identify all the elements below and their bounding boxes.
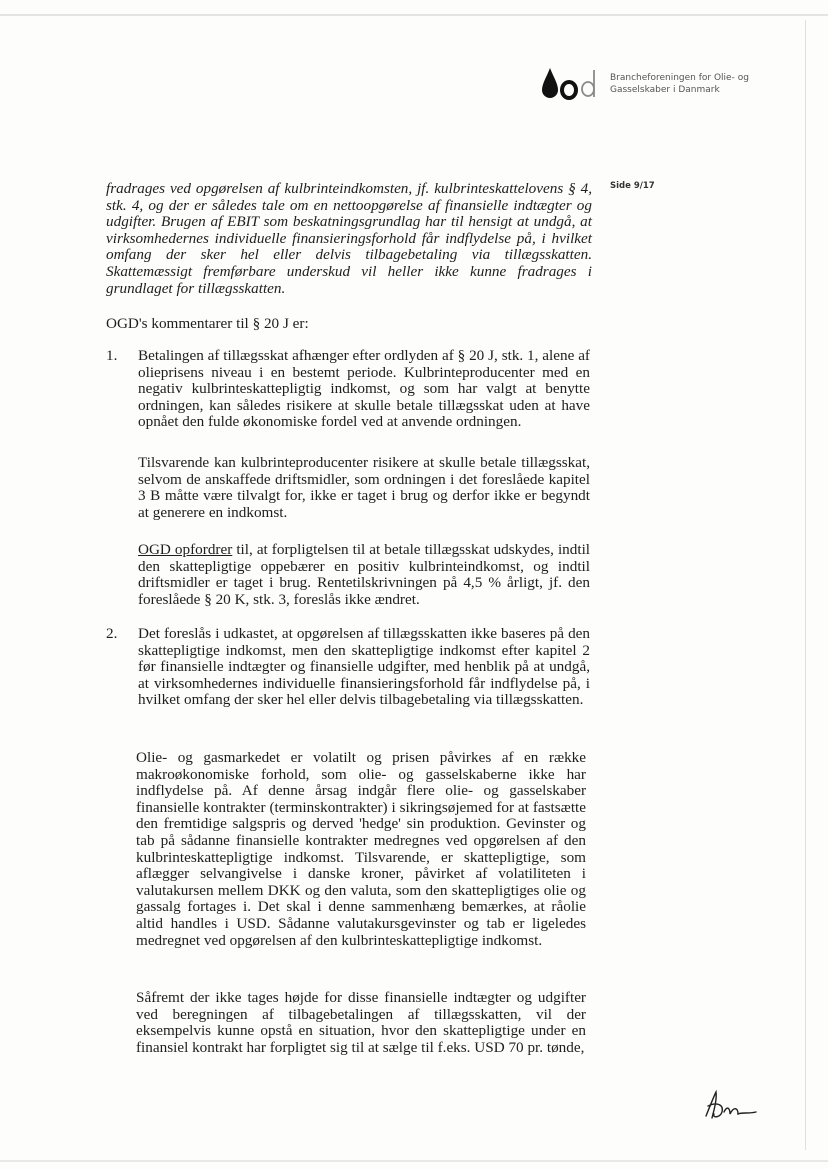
scan-edge-right xyxy=(805,20,806,1150)
item1-paragraph-2: Tilsvarende kan kulbrinteproducenter risikere at skulle betale tillægsskat, selvom de anskaffede driftsmidler, som ordningen i det foreslåede kapitel 3 B måtte være tilvalgt for, ikke er taget i brug og derfor ikke er begyndt at generere en indkomst. xyxy=(138,454,590,521)
ogd-opfordrer-lead: OGD opfordrer xyxy=(138,541,233,558)
section-heading: OGD's kommentarer til § 20 J er: xyxy=(106,315,309,332)
ogd-logo xyxy=(540,66,600,100)
scan-edge-bottom xyxy=(0,1160,828,1162)
list-item-text: Det foreslås i udkastet, at opgørelsen af tillægsskatten ikke baseres på den skattepligtige indkomst, men den skattepligtige indkomst efter kapitel 2 før finansielle indtægter og finansielle udgifter, med henblik på at undgå, at virksomhedernes individuelle finansieringsforhold får indflydelse på, i hvilket omfang der sker hel eller delvis tilbagebetaling via tillægsskatten. xyxy=(138,625,590,709)
item1-paragraph-3 xyxy=(138,542,590,608)
org-line-1: Brancheforeningen for Olie- og xyxy=(610,73,749,83)
item2-paragraph-2: Olie- og gasmarkedet er volatilt og prisen påvirkes af en række makroøkonomiske forhold, som olie- og gasselskaberne ikke har indflydelse på. Af denne årsag indgår flere olie- og gasselskaber finansielle kontrakter (terminskontrakter) i sikringsøjemed for at fastsætte den fremtidige salgspris og derved 'hedge' sin produktion. Gevinster og tab på sådanne finansielle kontrakter medregnes ved opgørelsen af den kulbrinteskattepligtige indkomst. Tilsvarende, er skattepligtige, som aflægger selvangivelse i danske kroner, påvirket af volatiliteten i valutakursen mellem DKK og den valuta, som den skattepligtiges olie og gassalg fortages i. Det skal i denne sammenhæng bemærkes, at råolie altid handles i USD. Sådanne valutakursgevinster og tab er ligeledes medregnet ved opgørelsen af den kulbrinteskattepligtige indkomst. xyxy=(136,749,586,949)
item1-paragraph-3-text: til, at forpligtelsen til at betale tillægsskat udskydes, indtil den skattepligtige oppebærer en positiv kulbrinteindkomst, og indtil driftsmidler er taget i brug. Rentetilskrivningen på 4,5 % årligt, jf. den foreslåede § 20 K, stk. 3, foreslås ikke ændret. xyxy=(138,541,591,608)
handwritten-initials xyxy=(700,1088,760,1122)
item2-paragraph-3: Såfremt der ikke tages højde for disse finansielle indtægter og udgifter ved beregningen af tilbagebetalingen af tillægsskatten, vil der eksempelvis kunne opstå en situation, hvor den skattepligtige under en finansiel kontrakt har forpligtet sig til at sælge til f.eks. USD 70 pr. tønde, xyxy=(136,989,586,1056)
list-item-text: Betalingen af tillægsskat afhænger efter ordlyden af § 20 J, stk. 1, alene af olieprisens niveau i en bestemt periode. Kulbrinteproducenter med en negativ kulbrinteskattepligtig indkomst, og som har valgt at benytte ordningen, kan således risikere at skulle betale tillægsskat uden at have opnået den fulde økonomiske fordel ved at anvende ordningen. xyxy=(138,347,590,431)
intro-paragraph: fradrages ved opgørelsen af kulbrinteindkomsten, jf. kulbrinteskattelovens § 4, stk. 4, og der er således tale om en nettoopgørelse af finansielle indtægter og udgifter. Brugen af EBIT som beskatningsgrundlag har til hensigt at undgå, at virksomhedernes individuelle finansieringsforhold får indflydelse på, i hvilket omfang der sker hel eller delvis tilbagebetaling via tillægsskatten. Skattemæssigt fremførbare underskud vil heller ikke kunne fradrages i grundlaget for tillægsskatten. xyxy=(106,180,592,297)
list-item-number: 1. xyxy=(106,347,118,364)
scan-edge-top xyxy=(0,14,828,16)
org-line-2: Gasselskaber i Danmark xyxy=(610,85,720,95)
page-number: Side 9/17 xyxy=(610,181,655,191)
list-item-number: 2. xyxy=(106,625,118,642)
organization-name xyxy=(610,72,800,96)
